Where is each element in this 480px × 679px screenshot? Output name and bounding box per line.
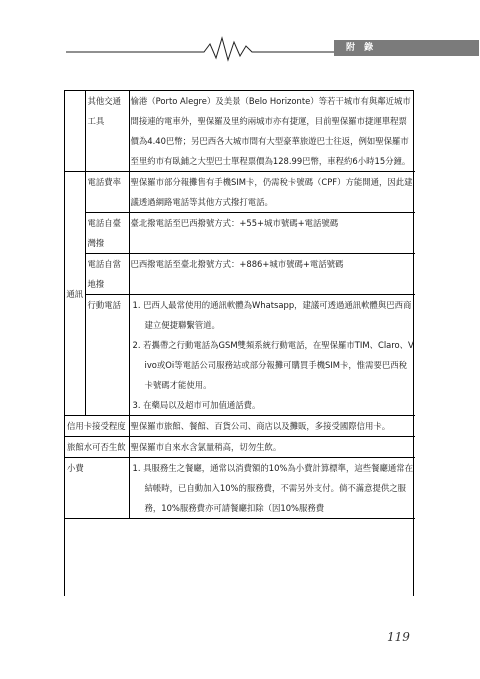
list-item: 1. 具服務生之餐廳，通常以消費額的10%為小費計算標準，這些餐廳通常在結帳時，已自動加入10%的服務費，不需另外支付。倘不滿意提供之服務，10%服務費亦可請餐廳扣除（因10%服務費 [132,463,414,513]
heartbeat-line-ornament [66,32,336,62]
row-text: 聖保羅市部分報攤售有手機SIM卡，仍需稅卡號碼（CPF）方能開通，因此建議透過網路電話等其他方式撥打電話。 [129,172,415,213]
page-number: 119 [387,630,410,644]
table-row [65,295,415,416]
row-text: 聖保羅市自來水含氯量稍高，切勿生飲。 [129,437,415,458]
table-row [65,213,415,254]
row-label: 信用卡接受程度 [65,416,129,437]
row-text: 臺北撥電話至巴西撥號方式：+55+城市號碼+電話號碼 [129,213,415,254]
row-spacer [65,91,85,172]
row-label: 其他交通工具 [85,91,129,172]
row-label: 行動電話 [85,295,129,416]
table-row [65,91,415,172]
list-item: 2. 若攜帶之行動電話為GSM雙頻系統行動電話，在聖保羅市TIM、Claro、Vivo或Oi等電話公司服務站或部分報攤可購買手機SIM卡，惟需要巴西稅卡號碼才能使用。 [132,340,414,390]
row-label: 電話費率 [85,172,129,213]
page-header [66,32,416,62]
list-item: 3. 在藥局以及超市可加值通話費。 [132,400,261,410]
row-text [129,295,415,416]
table-row [65,458,415,519]
category-label: 通訊 [65,172,85,416]
table-row [65,172,415,213]
row-label: 電話自臺灣撥 [85,213,129,254]
info-table-frame [64,90,414,596]
info-table [65,91,415,519]
table-row [65,437,415,458]
row-text: 巴西撥電話至臺北撥號方式：+886+城市號碼+電話號碼 [129,254,415,295]
list-item: 1. 巴西人最常使用的通訊軟體為Whatsapp，建議可透過通訊軟體與巴西商建立便捷聯繫管道。 [132,300,412,330]
row-text [129,458,415,519]
row-text: 愉港（Porto Alegre）及美景（Belo Horizonte）等若干城市有與鄰近城市間接連的電車外，聖保羅及里約兩城市亦有捷運，目前聖保羅市捷運單程票價為4.40巴幣；另巴西各大城市間有大型豪華旅遊巴士往返，例如聖保羅市至里約市有臥鋪之大型巴士單程票價為128.99巴幣，車程約6小時15分鐘。 [129,91,415,172]
row-label: 旅館水可否生飲 [65,437,129,458]
section-tab: 附 錄 [334,40,479,56]
table-row [65,254,415,295]
row-text: 聖保羅市旅館、餐館、百貨公司、商店以及攤販，多接受國際信用卡。 [129,416,415,437]
row-label: 小費 [65,458,129,519]
row-label: 電話自當地撥 [85,254,129,295]
table-row [65,416,415,437]
